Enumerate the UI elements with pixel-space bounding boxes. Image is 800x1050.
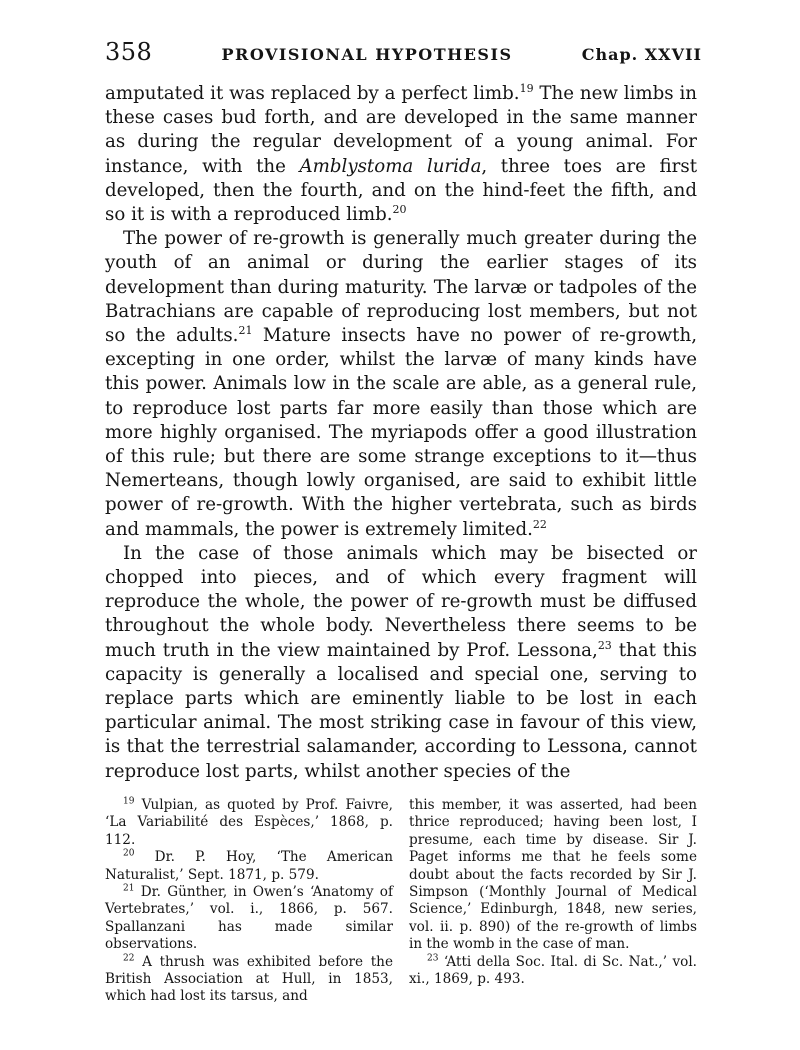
page-number: 358 bbox=[105, 38, 153, 66]
footnote-number: 20 bbox=[123, 848, 135, 859]
paragraph-1-text-a: amputated it was replaced by a perfect limb. bbox=[105, 83, 520, 104]
paragraph-3-text-b: that this capacity is generally a localised and special one, serving to replace parts which are eminently liable to be lost in each particular animal. The most striking case in favour of this view, is that the terrestrial salamander, according to Lessona, cannot reproduce lost parts, whilst another species of the bbox=[105, 639, 697, 782]
chapter-label: Chap. XXVII bbox=[581, 45, 702, 64]
paragraph-2 bbox=[105, 227, 697, 542]
footnote-20 bbox=[105, 849, 393, 884]
footnote-ref-21: 21 bbox=[238, 323, 253, 337]
footnote-ref-20: 20 bbox=[392, 202, 407, 216]
page-header bbox=[105, 38, 702, 72]
footnote-text: Dr. Günther, in Owen’s ‘Anatomy of Vertebrates,’ vol. i., 1866, p. 567. Spallanzani has made similar observations. bbox=[105, 884, 393, 953]
paragraph-1-text-b: The new limbs in these cases bud forth, and are developed in the same manner as during the regular development of a young animal. For instance, with the bbox=[105, 83, 697, 177]
footnote-19 bbox=[105, 797, 393, 849]
footnote-ref-23: 23 bbox=[597, 638, 612, 652]
running-head: PROVISIONAL HYPOTHESIS bbox=[221, 45, 513, 64]
footnote-number: 19 bbox=[123, 796, 135, 807]
footnote-22 bbox=[105, 954, 393, 1006]
paragraph-1-text-c: , three toes are first developed, then the fourth, and on the hind-feet the fifth, and so it is with a reproduced limb. bbox=[105, 155, 697, 226]
footnote-ref-22: 22 bbox=[532, 517, 547, 531]
footnote-number: 23 bbox=[427, 953, 439, 964]
footnote-text: A thrush was exhibited before the British Association at Hull, in 1853, which had lost its tarsus, and bbox=[105, 953, 393, 1005]
footnote-number: 22 bbox=[123, 953, 135, 964]
footnote-ref-19: 19 bbox=[519, 81, 534, 95]
paragraph-1 bbox=[105, 82, 697, 227]
footnote-number: 21 bbox=[123, 883, 135, 894]
footnote-22-continued: this member, it was asserted, had been thrice reproduced; having been lost, I presume, each time by disease. Sir J. Paget informs me that he feels some doubt about the facts recorded by Sir J. Simpson (‘Monthly Journal of Medical Science,’ Edinburgh, 1848, new series, vol. ii. p. 890) of the re-growth of limbs in the womb in the case of man. bbox=[409, 797, 697, 953]
footnotes-left-column bbox=[105, 797, 393, 1006]
footnote-23 bbox=[409, 954, 697, 989]
paragraph-3 bbox=[105, 542, 697, 784]
footnotes bbox=[105, 797, 697, 1006]
footnote-text: Dr. P. Hoy, ‘The American Naturalist,’ Sept. 1871, p. 579. bbox=[105, 849, 393, 883]
species-name: Amblystoma lurida bbox=[299, 155, 482, 177]
body-text bbox=[105, 82, 697, 784]
paragraph-2-text-a: The power of re-growth is generally much greater during the youth of an animal or during the earlier stages of its development than during maturity. The larvæ or tadpoles of the Batrachians are capable of reproducing lost members, but not so the adults. bbox=[105, 228, 697, 347]
footnote-21 bbox=[105, 884, 393, 954]
footnotes-right-column bbox=[409, 797, 697, 1006]
paragraph-3-text-a: In the case of those animals which may be bisected or chopped into pieces, and of which every fragment will reproduce the whole, the power of re-growth must be diffused throughout the whole body. Nevertheless there seems to be much truth in the view maintained by Prof. Lessona, bbox=[105, 542, 697, 661]
paragraph-2-text-b: Mature insects have no power of re-growth, excepting in one order, whilst the larvæ of many kinds have this power. Animals low in the scale are able, as a general rule, to reproduce lost parts far more easily than those which are more highly organised. The myriapods offer a good illustration of this rule; but there are some strange exceptions to it—thus Nemerteans, though lowly organised, are said to exhibit little power of re-growth. With the higher vertebrata, such as birds and mammals, the power is extremely limited. bbox=[105, 325, 697, 540]
footnote-text: Vulpian, as quoted by Prof. Faivre, ‘La Variabilité des Espèces,’ 1868, p. 112. bbox=[105, 797, 393, 848]
footnote-text: ‘Atti della Soc. Ital. di Sc. Nat.,’ vol. xi., 1869, p. 493. bbox=[409, 953, 697, 988]
